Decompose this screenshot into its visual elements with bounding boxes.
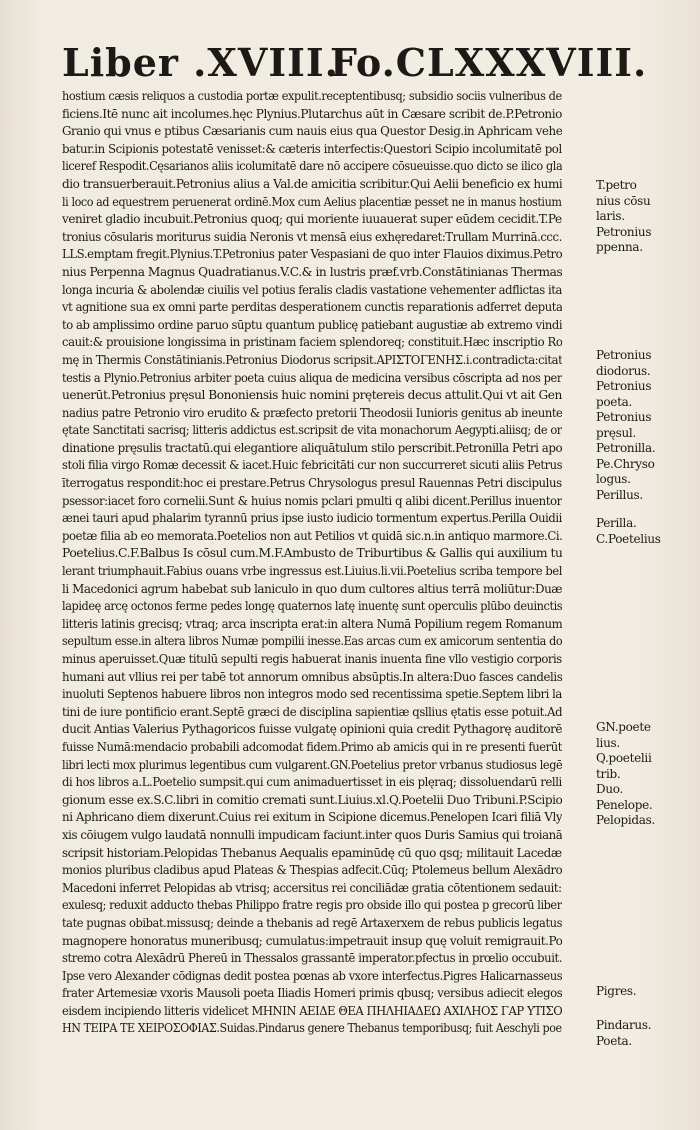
text-line: nadius patre Petronio viro erudito & præfecto pretorii Theodosii Iunioris genitus ab ineunte (62, 405, 562, 420)
text-line: magnopere honoratus muneribusq; cumulatus:impetrauit insup quę voluit remigrauit.Po (62, 933, 562, 948)
text-line: psessor:iacet foro cornelii.Sunt & huius nomis pclari pmulti q alibi dicent.Perillus inuentor (62, 493, 562, 508)
margin-note: Petronius diodorus. Petronius poeta. Petronius pręsul. Petronilla. Pe.Chryso logus. Perillus. (596, 348, 656, 502)
text-line: litteris latinis grecisq; vtraq; arca inscripta erat:in altera Numā Popilium regem Romanum (62, 616, 562, 631)
text-line: ni Aphricano diem dixerunt.Cuius rei exitum in Scipione dicemus.Penelopen Icari filiā Vly (62, 810, 562, 825)
text-line: tronius cōsularis moriturus suidia Neronis vt mensā eius exhęredaret:Trullam Murrinā.ccc. (62, 229, 562, 244)
margin-note: GN.poete lius. Q.poetelii trib. Duo. Penelope. Pelopidas. (596, 720, 656, 827)
text-line: testis a Plynio.Petronius arbiter poeta cuius aliqua de medicina versibus cōscripta ad nos per (62, 370, 562, 385)
text-line: exulesq; reduxit adducto thebas Philippo fratre regis pro obside illo qui postea p grecorū liber (62, 898, 562, 913)
text-line: tini de iure pontificio erant.Septē græci de disciplina sapientiæ qsllius ętatis esse potuit.Ad (62, 704, 562, 719)
main-text-column (62, 88, 562, 1038)
text-line: dinatione pręsulis tractatū.qui elegantiore aliquātulum stilo perscribit.Petronilla Petri apo (62, 440, 562, 455)
text-line: frater Artemesiæ vxoris Mausoli poeta Iliadis Homeri primis qbusq; versibus adiecit elegos (62, 986, 562, 1001)
text-line: eisdem incipiendo litteris videlicet ΜΗΝΙΝ ΑΕΙΔΕ ΘΕΑ ΠΗΛΗΙΑΔΕΩ ΑΧΙΛΗΟΣ ΓΑΡ ΥΤΙΣΟ (62, 1003, 562, 1018)
text-line: lapideę arcę octonos ferme pedes longę quaternos latę inuentę sunt operculis plūbo deuinctis (62, 599, 562, 614)
page-header (62, 40, 648, 88)
text-line: fuisse Numā:mendacio probabili adcomodat fidem.Primo ab amicis qui in re presenti fuerūt (62, 739, 562, 754)
text-line: hostium cæsis reliquos a custodia portæ expulit.receptentibusq; subsidio sociis vulneribus de (62, 89, 562, 103)
text-line: īterrogatus respondit:hoc ei prestare.Petrus Chrysologus presul Rauennas Petri discipulus (62, 476, 562, 491)
text-line: inuoluti Septenos habuere libros non integros modo sed recentissima spetie.Septem libri la (62, 687, 562, 702)
text-line: stremo cotra Alexādrū Phereū in Thessalos grassantē imperator.pfectus in prœlio occubuit. (62, 951, 562, 966)
text-line: poetæ filia ab eo memorata.Poetelios non aut Petilios vt quidā sic.n.in antiquo marmore.Ci. (62, 528, 562, 543)
text-line: tate pugnas obibat.missusq; deinde a thebanis ad regē Artaxerxem de rebus publicis legatus (62, 915, 562, 930)
text-line: humani aut vllius rei per tabē tot annorum omnibus absūptis.In altera:Duo fasces candelis (62, 669, 562, 684)
text-line: nius Perpenna Magnus Quadratianus.V.C.& in lustris præf.vrb.Constātinianas Thermas (62, 264, 562, 279)
text-line: li loco ad equestrem peruenerat ordinē.Mox cum Aelius placentiæ pesset ne in manus hostium (62, 194, 562, 209)
text-line: Granio qui vnus e ptibus Cæsarianis cum nauis eius qua Questor Desig.in Aphricam vehe (62, 124, 562, 139)
margin-note: Pigres. (596, 984, 637, 998)
text-line: li Macedonici agrum habebat sub laniculo in quo dum cultores altius terrā moliūtur:Duæ (62, 581, 562, 596)
text-line: stoli filia virgo Romæ decessit & iacet.Huic febricitāti cur non succurreret sicuti aliis Petrus (62, 458, 562, 473)
text-line: Macedoni inferret Pelopidas ab vtrisq; accersitus rei conciliādæ gratia cōtentionem sedauit: (62, 880, 562, 895)
text-line: ducit Antias Valerius Pythagoricos fuisse vulgatę opinioni quia credit Pythagorę auditorē (62, 722, 562, 737)
text-line: sepultum esse.in altera libros Numæ pompilii inesse.Eas arcas cum ex amicorum sententia do (62, 634, 562, 649)
text-line: dio transuerberauit.Petronius alius a Val.de amicitia scribitur.Qui Aelii beneficio ex humi (62, 176, 562, 191)
text-line: lerant triumphauit.Fabius ouans vrbe ingressus est.Liuius.li.vii.Poetelius scriba tempore bel (62, 564, 562, 579)
text-line: cauit:& prouisione longissima in pristinam faciem splendoreq; constituit.Hæc inscriptio Ro (62, 335, 562, 350)
text-line: uenerūt.Petronius pręsul Bononiensis huic nomini prętereis decus attulit.Qui vt ait Gen (62, 388, 562, 403)
text-line: batur.in Scipionis potestatē venisset:& cæteris interfectis:Questori Scipio incolumitatē pol (62, 141, 562, 156)
folio-number-heading: Fo.CLXXXVIII. (330, 40, 648, 85)
text-line: LLS.emptam fregit.Plynius.T.Petronius pater Vespasiani de quo inter Flauios diximus.Petro (62, 247, 562, 262)
text-line: ΗΝ ΤΕΙΡΑ ΤΕ ΧΕΙΡΟΣΟΦΙΑΣ.Suidas.Pindarus genere Thebanus temporibusq; fuit Aeschyli poe (62, 1021, 562, 1036)
text-line: veniret gladio incubuit.Petronius quoq; qui moriente iuuauerat super eūdem cecidit.T.Pe (62, 212, 562, 227)
text-line: vt agnitione sua ex omni parte perditas desperationem cunctis reparationis adferret deputa (62, 300, 562, 315)
text-line: monios pluribus cladibus apud Plateas & Thespias adfecit.Cūq; Ptolemeus bellum Alexādro (62, 863, 562, 878)
text-line: ænei tauri apud phalarim tyrannū prius ipse iusto iudicio tormentum expertus.Perilla Ouidii (62, 511, 562, 526)
text-line: libri lecti mox plurimus legentibus cum vulgarent.GN.Poetelius pretor vrbanus studiosus legē (62, 757, 562, 772)
margin-note: T.petro nius cōsu laris. Petronius ppenna. (596, 178, 652, 254)
text-line: Ipse vero Alexander cōdignas dedit postea pœnas ab vxore interfectus.Pigres Halicarnasseus (62, 968, 562, 983)
text-line: minus aperuisset.Quæ titulū sepulti regis habuerat inanis inuenta fine vllo vestigio corporis (62, 652, 562, 666)
text-line: di hos libros a.L.Poetelio sumpsit.qui cum animaduertisset in eis plęraq; dissoluendarū relli (62, 775, 562, 790)
margin-notes-column (596, 0, 696, 1130)
book-number-heading: Liber .XVIII. (62, 40, 339, 85)
margin-note: Perilla. C.Poetelius (596, 516, 661, 546)
text-line: ficiens.Itē nunc ait incolumes.hęc Plynius.Plutarchus aūt in Cæsare scribit de.P.Petronio (62, 106, 562, 121)
text-line: ętate Sanctitati sacrisq; litteris addictus est.scripsit de vita monachorum Aegypti.aliisq; de or (62, 423, 562, 438)
text-line: gionum esse ex.S.C.libri in comitio cremati sunt.Liuius.xl.Q.Poetelii Duo Tribuni.P.Scipio (62, 792, 562, 807)
text-line: Poetelius.C.F.Balbus Is cōsul cum.M.F.Ambusto de Triburtibus & Gallis qui auxilium tu (62, 546, 562, 561)
text-line: to ab amplissimo ordine paruo sūptu quantum publicę patiebant augustiæ ab extremo vindi (62, 317, 562, 332)
margin-note: Pindarus. Poeta. (596, 1018, 652, 1048)
text-line: longa incuria & abolendæ ciuilis vel potius feralis cladis vastatione vehementer adflictas ita (62, 282, 562, 297)
text-line: xis cōiugem vulgo laudatā nonnulli impudicam faciunt.inter quos Duris Samius qui troianā (62, 827, 562, 842)
text-line: mę in Thermis Constātinianis.Petronius Diodorus scripsit.ΑΡΙΣΤΟΓΕΝΗΣ.i.contradicta:citat (62, 352, 562, 367)
text-line: scripsit historiam.Pelopidas Thebanus Aequalis epaminūdę cū quo qsq; militauit Lacedæ (62, 845, 562, 860)
text-line: liceref Respodit.Cęsarianos aliis icolumitatē dare nō accipere cōsueuisse.quo dicto se ilico gla (62, 159, 562, 174)
